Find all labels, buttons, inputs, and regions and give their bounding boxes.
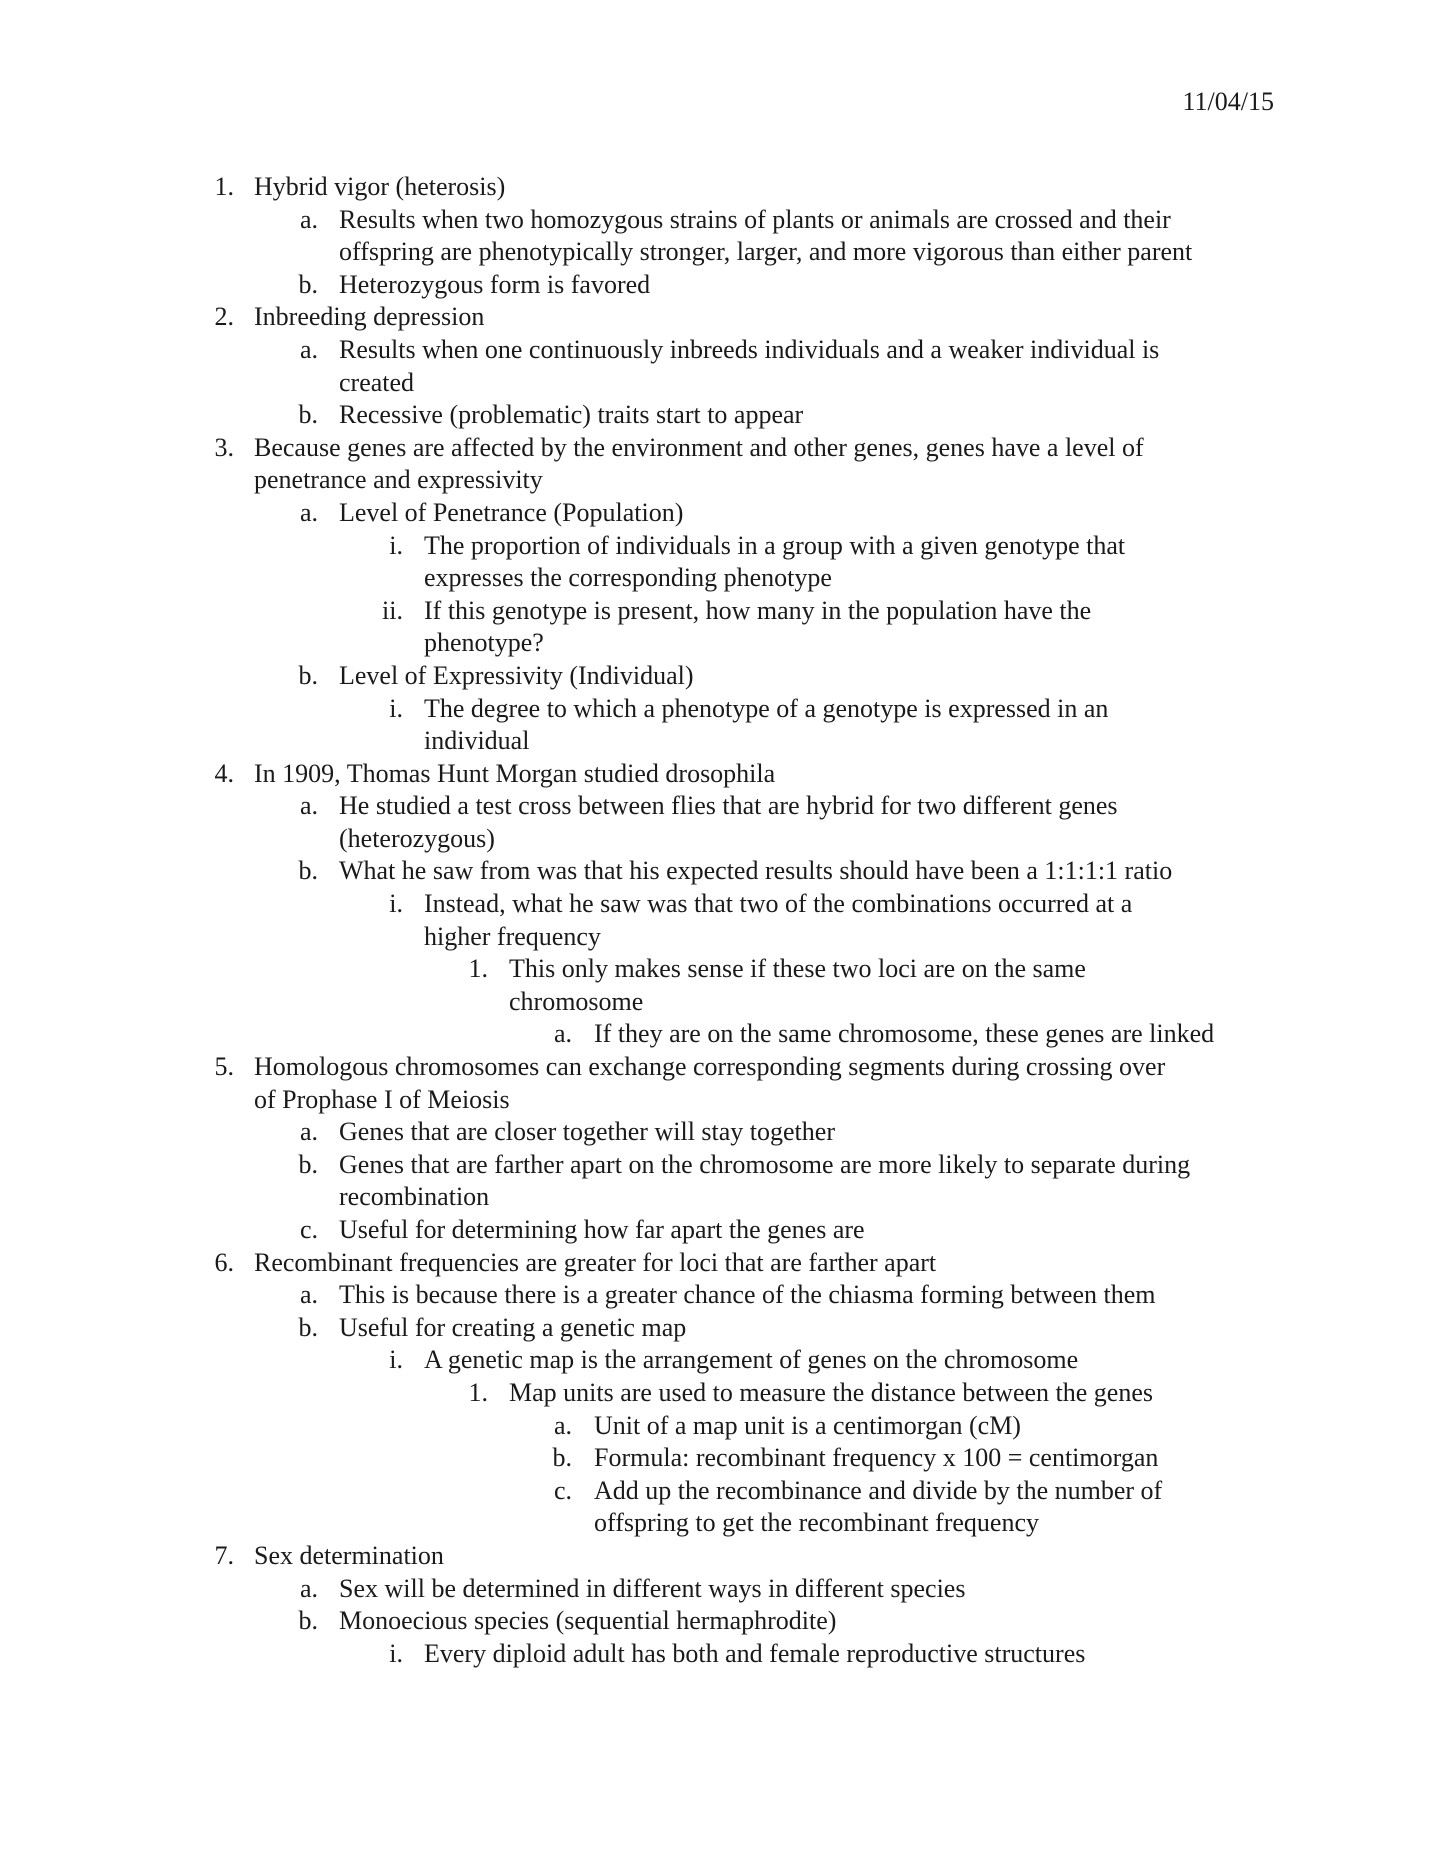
item-marker: a. xyxy=(299,791,318,821)
item-text: Sex determination xyxy=(254,1540,444,1570)
item-marker: 6. xyxy=(214,1247,234,1277)
item-text: If they are on the same chromosome, these genes are linked xyxy=(594,1019,1215,1049)
outline-item-continuation xyxy=(0,1181,1456,1214)
item-text: Monoecious species (sequential hermaphrodite) xyxy=(339,1606,837,1636)
outline-item xyxy=(0,269,1456,302)
outline-item-continuation xyxy=(0,464,1456,497)
item-text: Genes that are closer together will stay together xyxy=(339,1117,835,1147)
page-date: 11/04/15 xyxy=(1182,87,1274,116)
item-text: Because genes are affected by the environment and other genes, genes have a level of xyxy=(254,432,1144,462)
outline-item xyxy=(0,1247,1456,1280)
item-marker: 5. xyxy=(214,1052,234,1082)
item-text: phenotype? xyxy=(424,628,544,658)
outline-item-continuation xyxy=(0,986,1456,1019)
item-marker: a. xyxy=(299,334,318,364)
item-text: higher frequency xyxy=(424,921,601,951)
item-marker: 7. xyxy=(214,1540,234,1570)
item-text: This only makes sense if these two loci are on the same xyxy=(509,954,1086,984)
item-text: The proportion of individuals in a group with a given genotype that xyxy=(424,530,1126,560)
outline-item xyxy=(0,204,1456,237)
outline-item xyxy=(0,1410,1456,1443)
outline-item-continuation xyxy=(0,562,1456,595)
outline-item xyxy=(0,1638,1456,1671)
outline-item xyxy=(0,1149,1456,1182)
item-text: If this genotype is present, how many in the population have the xyxy=(424,595,1092,625)
outline-item-continuation xyxy=(0,1084,1456,1117)
outline-item xyxy=(0,1605,1456,1638)
outline-item xyxy=(0,1051,1456,1084)
outline-item xyxy=(0,334,1456,367)
outline-item xyxy=(0,595,1456,628)
item-text: Add up the recombinance and divide by the number of xyxy=(594,1475,1163,1505)
item-marker: b. xyxy=(298,1149,318,1179)
outline-item xyxy=(0,1116,1456,1149)
item-text: Recessive (problematic) traits start to appear xyxy=(339,400,804,430)
outline-item xyxy=(0,660,1456,693)
item-text: He studied a test cross between flies that are hybrid for two different genes xyxy=(339,791,1118,821)
item-marker: a. xyxy=(553,1019,572,1049)
outline-item-continuation xyxy=(0,236,1456,269)
item-text: offspring are phenotypically stronger, larger, and more vigorous than either parent xyxy=(339,237,1193,267)
item-text: recombination xyxy=(339,1182,490,1212)
item-marker: a. xyxy=(299,204,318,234)
outline-item xyxy=(0,953,1456,986)
item-text: Useful for creating a genetic map xyxy=(339,1312,687,1342)
item-text: Useful for determining how far apart the genes are xyxy=(339,1215,865,1244)
outline-item xyxy=(0,1018,1456,1051)
item-text: Level of Expressivity (Individual) xyxy=(339,660,694,690)
item-text: This is because there is a greater chance of the chiasma forming between them xyxy=(339,1280,1156,1310)
outline-item-continuation xyxy=(0,921,1456,954)
item-text: Results when two homozygous strains of plants or animals are crossed and their xyxy=(339,204,1171,234)
item-text: Sex will be determined in different ways in different species xyxy=(339,1573,966,1603)
item-text: Results when one continuously inbreeds individuals and a weaker individual is xyxy=(339,334,1160,364)
outline-item-continuation xyxy=(0,627,1456,660)
item-marker: 1. xyxy=(214,172,234,201)
item-text: Map units are used to measure the distance between the genes xyxy=(509,1377,1153,1407)
outline-item xyxy=(0,1540,1456,1573)
item-marker: 1. xyxy=(468,1377,488,1407)
outline-item xyxy=(0,1312,1456,1345)
item-marker: b. xyxy=(298,400,318,430)
item-marker: b. xyxy=(298,1312,318,1342)
item-marker: i. xyxy=(389,889,403,919)
outline-item xyxy=(0,1214,1456,1247)
item-marker: b. xyxy=(298,856,318,886)
item-text: What he saw from was that his expected results should have been a 1:1:1:1 ratio xyxy=(339,856,1173,886)
outline-item-continuation xyxy=(0,823,1456,856)
item-marker: b. xyxy=(298,269,318,299)
outline-item xyxy=(0,497,1456,530)
item-marker: 4. xyxy=(214,758,234,788)
item-marker: b. xyxy=(298,1606,318,1636)
item-text: A genetic map is the arrangement of genes on the chromosome xyxy=(424,1345,1079,1375)
item-marker: i. xyxy=(389,530,403,560)
item-marker: 3. xyxy=(214,432,234,462)
outline-item xyxy=(0,758,1456,791)
item-marker: c. xyxy=(299,1215,318,1244)
item-marker: a. xyxy=(553,1410,572,1440)
item-marker: a. xyxy=(299,1280,318,1310)
item-text: (heterozygous) xyxy=(339,823,495,853)
item-marker: 2. xyxy=(214,302,234,332)
outline-item-continuation xyxy=(0,367,1456,400)
outline-item xyxy=(0,1377,1456,1410)
outline-item xyxy=(0,1279,1456,1312)
outline-item xyxy=(0,399,1456,432)
item-text: Heterozygous form is favored xyxy=(339,269,651,299)
item-marker: ii. xyxy=(382,595,403,625)
item-text: created xyxy=(339,367,415,397)
item-text: Unit of a map unit is a centimorgan (cM) xyxy=(594,1410,1021,1440)
item-marker: i. xyxy=(389,693,403,723)
item-marker: 1. xyxy=(468,954,488,984)
item-marker: a. xyxy=(299,1573,318,1603)
outline-item xyxy=(0,301,1456,334)
item-text: Level of Penetrance (Population) xyxy=(339,497,684,527)
item-text: Formula: recombinant frequency x 100 = centimorgan xyxy=(594,1443,1159,1473)
outline-item-continuation xyxy=(0,725,1456,758)
item-text: Every diploid adult has both and female reproductive structures xyxy=(424,1638,1086,1668)
outline-item-continuation xyxy=(0,1507,1456,1540)
outline-item xyxy=(0,1475,1456,1508)
outline-item xyxy=(0,1573,1456,1606)
outline-item xyxy=(0,1442,1456,1475)
outline-item xyxy=(0,1344,1456,1377)
item-text: offspring to get the recombinant frequency xyxy=(594,1508,1039,1538)
item-text: individual xyxy=(424,726,530,756)
item-text: Instead, what he saw was that two of the combinations occurred at a xyxy=(424,889,1133,919)
outline-item xyxy=(0,530,1456,563)
item-text: chromosome xyxy=(509,986,644,1016)
item-text: Inbreeding depression xyxy=(254,302,485,332)
outline-item xyxy=(0,432,1456,465)
item-marker: a. xyxy=(299,497,318,527)
item-text: Genes that are farther apart on the chromosome are more likely to separate during xyxy=(339,1149,1191,1179)
outline-item xyxy=(0,888,1456,921)
outline-item xyxy=(0,693,1456,726)
notes-outline xyxy=(0,171,1456,1670)
outline-item xyxy=(0,855,1456,888)
item-marker: b. xyxy=(552,1443,572,1473)
outline-item xyxy=(0,790,1456,823)
item-marker: i. xyxy=(389,1638,403,1668)
item-text: Recombinant frequencies are greater for loci that are farther apart xyxy=(254,1247,937,1277)
outline-item xyxy=(0,171,1456,204)
item-marker: i. xyxy=(389,1345,403,1375)
item-text: The degree to which a phenotype of a genotype is expressed in an xyxy=(424,693,1109,723)
item-text: expresses the corresponding phenotype xyxy=(424,563,832,593)
item-text: of Prophase I of Meiosis xyxy=(254,1084,510,1114)
item-text: Hybrid vigor (heterosis) xyxy=(254,172,506,201)
item-marker: a. xyxy=(299,1117,318,1147)
item-text: penetrance and expressivity xyxy=(254,465,543,495)
item-text: Homologous chromosomes can exchange corresponding segments during crossing over xyxy=(254,1052,1166,1082)
item-marker: c. xyxy=(553,1475,572,1505)
item-text: In 1909, Thomas Hunt Morgan studied drosophila xyxy=(254,758,776,788)
item-marker: b. xyxy=(298,660,318,690)
